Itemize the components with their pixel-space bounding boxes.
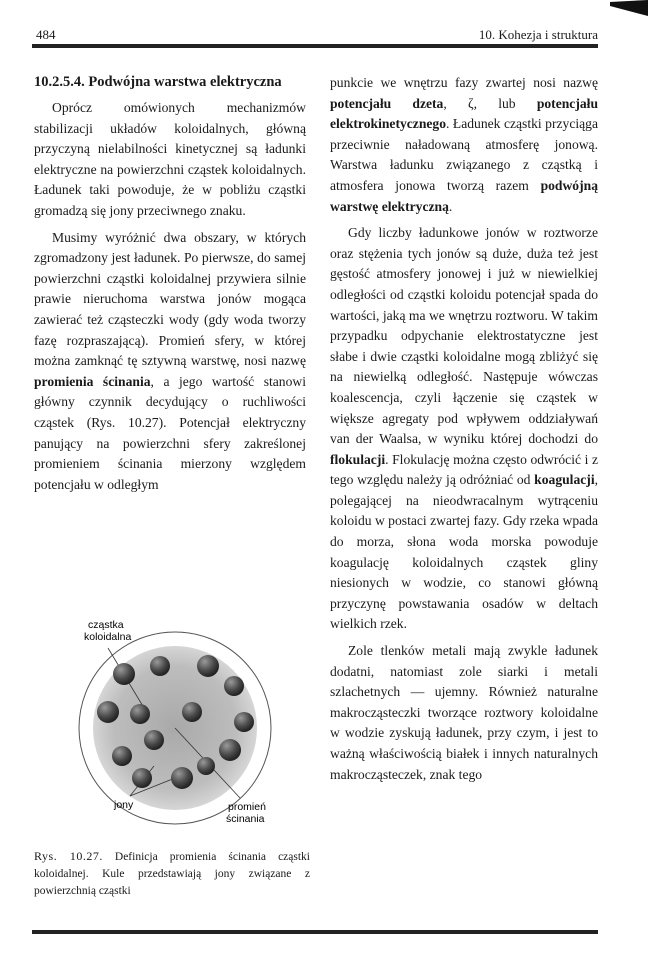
- ion: [219, 739, 241, 761]
- paragraph: Musimy wyróżnić dwa obszary, w których zgromadzony jest ładunek. Po pierwsze, do samej powierzchni cząstki koloidalnej przywiera silnie prawie nieruchoma warstwa jonów mogąca zawierać też cząsteczki wody (gdy woda tworzy fazę rozpraszającą). Promień sfery, w której można zamknąć tę sztywną warstwę, nosi nazwę promienia ścinania, a jego wartość stanowi główny czynnik decydujący o ruchliwości cząstek (Rys. 10.27). Potencjał elektryczny panujący na powierzchni sfery zakreślonej promieniem ścinania mierzony względem potencjału w odległym: [34, 229, 306, 492]
- footer-rule: [32, 930, 598, 934]
- ion: [113, 663, 135, 685]
- section-title: 10.2.5.4. Podwójna warstwa elektryczna: [34, 74, 282, 90]
- ion: [224, 676, 244, 696]
- caption-text: Definicja promienia ścinania cząstki koloidalnej. Kule przedstawiają jony związane z powierzchnią cząstki: [34, 851, 310, 897]
- ion: [144, 730, 164, 750]
- figure-caption: [34, 848, 310, 900]
- paragraph: Oprócz omówionych mechanizmów stabilizacji układów koloidalnych, główną przyczyną nielabilności kinetycznej są ładunki elektryczne na powierzchni cząstek koloidalnych. Ładunek taki powoduje, że w pobliżu cząstki gromadzą się jony przeciwnego znaku.: [34, 100, 306, 218]
- paragraph: Zole tlenków metali mają zwykle ładunek dodatni, natomiast zole siarki i metali szlachetnych — ujemny. Również naturalne makrocząsteczki tworzące roztwory koloidalne w wodzie zyskują ładunek, przy czym, i jest to ważną właściwością białek i innych naturalnych makrocząsteczek, znak tego: [330, 643, 598, 782]
- ion: [112, 746, 132, 766]
- paragraph: Gdy liczby ładunkowe jonów w roztworze oraz stężenia tych jonów są duże, duża też jest gęstość atmosfery jonowej i już w niewielkiej odległości od cząstki koloidu potencjał spada do wartości, jaką ma we wnętrzu roztworu. W takim przypadku odpychanie elektrostatyczne jest słabe i dwie cząstki koloidalne mogą zbliżyć się na niewielką odległość. Następuje wówczas koalescencja, czyli łączenie się cząstek w większe agregaty pod wpływem oddziaływań van der Waalsa, w wyniku której dochodzi do flokulacji. Flokulację można często odwrócić i z tego względu należy ją odróżniać od koagulacji, polegającej na nieodwracalnym wytrąceniu koloidu w postaci zwartej fazy. Gdy rzeka wpada do morza, słona woda morska powoduje koagulację koloidalnych cząstek gliny niesionych w wodzie, co stanowi główną przyczynę powstawania osadów w deltach wielkich rzek.: [330, 225, 598, 632]
- figure-colloid-particle: [30, 616, 320, 844]
- caption-label: Rys. 10.27.: [34, 849, 103, 863]
- left-column: [34, 72, 306, 495]
- ion: [130, 704, 150, 724]
- colloid-diagram: [30, 616, 320, 844]
- ion: [150, 656, 170, 676]
- ion: [234, 712, 254, 732]
- keyword: promienia ścinania: [34, 373, 151, 389]
- right-column: [330, 73, 598, 785]
- label-radius: promień: [228, 801, 266, 813]
- keyword: koagulacji: [534, 472, 595, 488]
- corner-mark: [598, 0, 648, 16]
- ion: [97, 701, 119, 723]
- label-particle: koloidalna: [84, 631, 132, 643]
- ion: [171, 767, 193, 789]
- keyword: flokulacji: [330, 451, 386, 467]
- label-ions: jony: [114, 799, 134, 811]
- keyword: podwójną warstwę elektryczną: [330, 177, 598, 214]
- label-particle: cząstka: [88, 619, 124, 631]
- label-radius: ścinania: [226, 813, 265, 825]
- running-title: 10. Kohezja i struktura: [478, 27, 598, 42]
- header-rule: [32, 44, 598, 48]
- keyword: potencjału dzeta: [330, 95, 444, 111]
- paragraph: punkcie we wnętrzu fazy zwartej nosi nazwę potencjału dzeta, ζ, lub potencjału elektrokinetycznego. Ładunek cząstki przyciąga przeciwnie naładowaną atmosferę jonową. Warstwa ładunku związanego z cząstką i atmosfera jonowa tworzą razem podwójną warstwę elektryczną.: [330, 75, 598, 214]
- ion: [197, 757, 215, 775]
- ion: [132, 768, 152, 788]
- ion: [197, 655, 219, 677]
- ion: [182, 702, 202, 722]
- page-number: 484: [36, 27, 56, 42]
- keyword: potencjału elektrokinetycznego: [330, 95, 598, 132]
